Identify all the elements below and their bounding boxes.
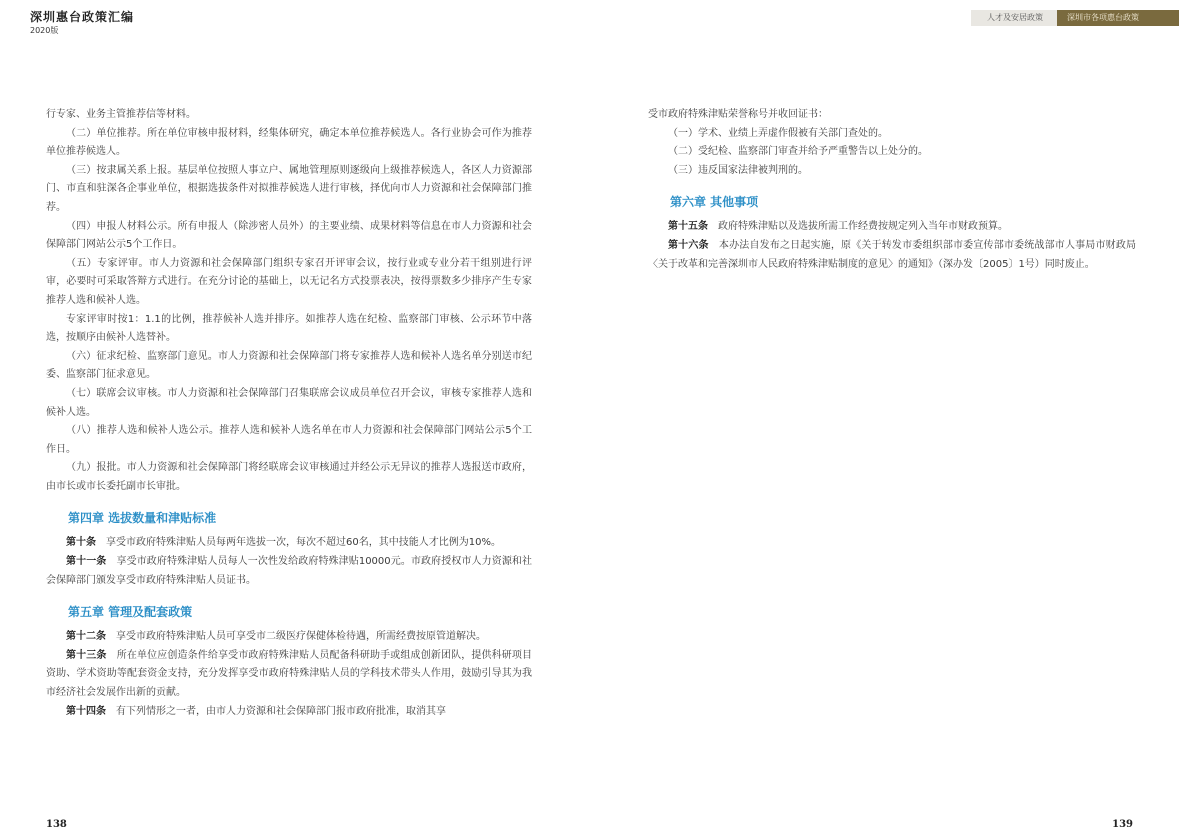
right-page-column (648, 106, 1136, 274)
article-label: 第十三条 (66, 649, 107, 661)
article-text: 政府特殊津贴以及选拔所需工作经费按规定列入当年市财政预算。 (718, 221, 1008, 233)
paragraph: （五）专家评审。市人力资源和社会保障部门组织专家召开评审会议，按行业或专业分若干组别进行评审，必要时可采取答辩方式进行。在充分讨论的基础上，以无记名方式投票表决，按得票数多少排序产生专家推荐人选和候补人选。 (46, 257, 532, 306)
paragraph: （七）联席会议审核。市人力资源和社会保障部门召集联席会议成员单位召开会议，审核专家推荐人选和候补人选。 (46, 387, 532, 418)
article-paragraph (648, 237, 1136, 274)
paragraph: （三）按隶属关系上报。基层单位按照人事立户、属地管理原则逐级向上级推荐候选人，各区人力资源部门、市直和驻深各企事业单位，根据选拔条件对拟推荐候选人进行审核，择优向市人力资源和社会保障部门推荐。 (46, 164, 532, 213)
article-label: 第十四条 (66, 705, 106, 717)
article-paragraph (46, 647, 532, 703)
book-title: 深圳惠台政策汇编 (30, 10, 135, 24)
page-number-right: 139 (1112, 819, 1133, 830)
article-text: 所在单位应创造条件给享受市政府特殊津贴人员配备科研助手或组成创新团队，提供科研项目资助、学术资助等配套资金支持，充分发挥享受市政府特殊津贴人员的学科技术带头人作用，鼓励引导其为我市经济社会发展作出新的贡献。 (46, 649, 533, 699)
article-paragraph (46, 703, 532, 722)
article-label: 第十二条 (66, 631, 106, 643)
article-label: 第十条 (66, 537, 96, 549)
paragraph: （八）推荐人选和候补人选公示。推荐人选和候补人选名单在市人力资源和社会保障部门网站公示5个工作日。 (46, 425, 532, 455)
left-page-column (46, 106, 532, 721)
article-text: 本办法自发布之日起实施，原《关于转发市委组织部市委宣传部市委统战部市人事局市财政局〈关于改革和完善深圳市人民政府特殊津贴制度的意见〉的通知》（深办发〔2005〕1号）同时废止。 (648, 239, 1137, 270)
paragraph: （四）申报人材料公示。所有申报人（除涉密人员外）的主要业绩、成果材料等信息在市人力资源和社会保障部门网站公示5个工作日。 (46, 220, 532, 251)
paragraph: （九）报批。市人力资源和社会保障部门将经联席会议审核通过并经公示无异议的推荐人选报送市政府，由市长或市长委托副市长审批。 (46, 462, 532, 492)
chapter-heading: 第四章 选拔数量和津贴标准 (68, 511, 217, 526)
paragraph: 受市政府特殊津贴荣誉称号并收回证书： (648, 109, 828, 120)
paragraph: （一）学术、业绩上弄虚作假被有关部门查处的。 (668, 127, 888, 139)
chapter-heading: 第六章 其他事项 (670, 195, 759, 210)
article-paragraph (46, 628, 532, 647)
article-text: 享受市政府特殊津贴人员可享受市二级医疗保健体检待遇，所需经费按原管道解决。 (116, 631, 486, 643)
article-paragraph (46, 553, 532, 590)
article-paragraph (46, 534, 532, 553)
tab-talent-housing[interactable]: 人才及安居政策 (971, 10, 1057, 26)
paragraph: （三）违反国家法律被判刑的。 (668, 164, 808, 176)
article-text: 有下列情形之一者，由市人力资源和社会保障部门报市政府批准，取消其享 (116, 705, 446, 717)
paragraph: （六）征求纪检、监察部门意见。市人力资源和社会保障部门将专家推荐人选和候补人选名单分别送市纪委、监察部门征求意见。 (46, 350, 532, 381)
paragraph: （二）受纪检、监察部门审查并给予严重警告以上处分的。 (668, 146, 928, 158)
article-text: 享受市政府特殊津贴人员每人一次性发给政府特殊津贴10000元。市政府授权市人力资源和社会保障部门颁发享受市政府特殊津贴人员证书。 (46, 556, 533, 586)
paragraph: 行专家、业务主管推荐信等材料。 (46, 109, 196, 120)
chapter-heading: 第五章 管理及配套政策 (68, 605, 193, 620)
tab-shenzhen-policies[interactable]: 深圳市各项惠台政策 (1057, 10, 1179, 26)
section-tabs (971, 10, 1179, 26)
paragraph: 专家评审时按1：1.1的比例，推荐候补人选并排序。如推荐人选在纪检、监察部门审核、公示环节中落选，按顺序由候补人选替补。 (46, 313, 532, 344)
article-label: 第十六条 (668, 239, 709, 251)
article-label: 第十五条 (668, 221, 708, 233)
page-number-left: 138 (46, 819, 67, 830)
article-label: 第十一条 (66, 556, 107, 568)
edition-label: 2020版 (30, 26, 59, 35)
article-paragraph (648, 218, 1136, 237)
paragraph: （二）单位推荐。所在单位审核申报材料，经集体研究，确定本单位推荐候选人。各行业协会可作为推荐单位推荐候选人。 (46, 127, 532, 158)
article-text: 享受市政府特殊津贴人员每两年选拔一次，每次不超过60名，其中技能人才比例为10%。 (106, 537, 501, 549)
